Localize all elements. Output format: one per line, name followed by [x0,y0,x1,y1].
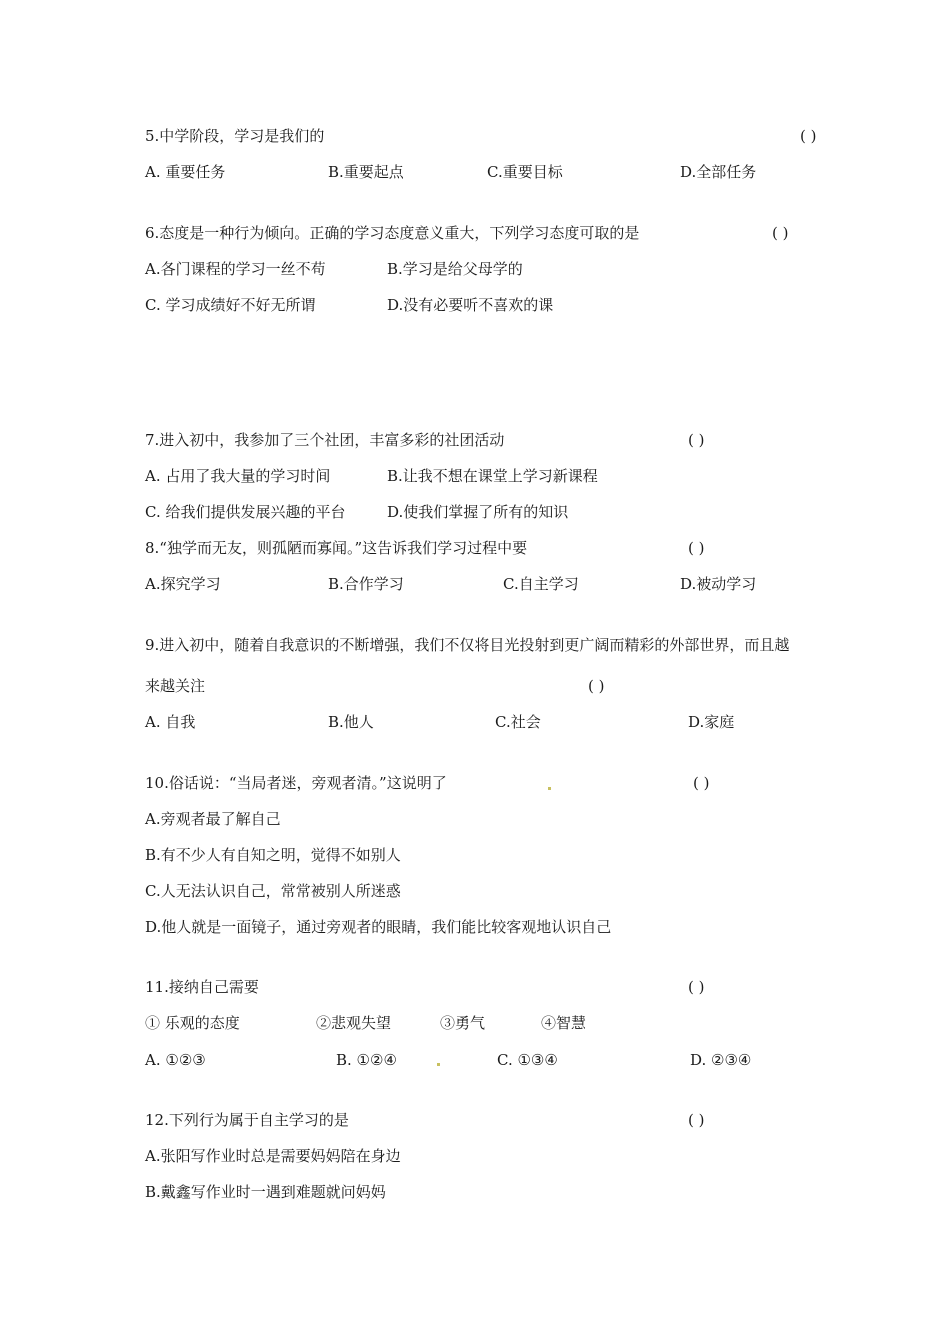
question-11-option-d: D. ②③④ [690,1051,752,1069]
question-5-option-c: C.重要目标 [487,163,563,181]
question-12-option-b: B.戴鑫写作业时一遇到难题就问妈妈 [145,1183,386,1201]
stray-mark [437,1063,440,1066]
question-5-bracket: ( ) [800,127,817,145]
question-9-option-d: D.家庭 [688,713,735,731]
question-11-option-b: B. ①②④ [336,1051,397,1069]
question-9-bracket: ( ) [588,677,605,695]
stray-mark [548,787,551,790]
question-10-bracket: ( ) [693,774,710,792]
question-11-bracket: ( ) [688,978,705,996]
question-10-option-b: B.有不少人有自知之明，觉得不如别人 [145,846,401,864]
question-7-option-d: D.使我们掌握了所有的知识 [387,503,569,521]
question-7-stem: 7.进入初中，我参加了三个社团，丰富多彩的社团活动 [145,431,505,449]
question-11-item-4: ④智慧 [541,1014,587,1032]
question-5-stem: 5.中学阶段，学习是我们的 [145,127,325,145]
question-10-option-c: C.人无法认识自己，常常被别人所迷惑 [145,882,401,900]
question-8-option-b: B.合作学习 [328,575,404,593]
question-6-option-b: B.学习是给父母学的 [387,260,523,278]
question-8-option-c: C.自主学习 [503,575,579,593]
question-11-stem: 11.接纳自己需要 [145,978,259,996]
question-7-option-b: B.让我不想在课堂上学习新课程 [387,467,598,485]
question-10-stem: 10.俗话说：“当局者迷，旁观者清。”这说明了 [145,774,447,792]
question-9-stem-continued: 来越关注 [145,677,206,695]
question-9-option-b: B.他人 [328,713,374,731]
question-12-stem: 12.下列行为属于自主学习的是 [145,1111,349,1129]
question-9-option-c: C.社会 [495,713,541,731]
question-11-option-a: A. ①②③ [145,1051,206,1069]
question-9-option-a: A. 自我 [145,713,196,731]
question-7-option-c: C. 给我们提供发展兴趣的平台 [145,503,346,521]
question-6-stem: 6.态度是一种行为倾向。正确的学习态度意义重大，下列学习态度可取的是 [145,224,640,242]
question-11-item-2: ②悲观失望 [316,1014,392,1032]
question-11-option-c: C. ①③④ [497,1051,558,1069]
question-5-option-b: B.重要起点 [328,163,404,181]
question-7-bracket: ( ) [688,431,705,449]
question-6-bracket: ( ) [772,224,789,242]
question-11-item-3: ③勇气 [440,1014,486,1032]
question-5-option-a: A. 重要任务 [145,163,226,181]
question-7-option-a: A. 占用了我大量的学习时间 [145,467,331,485]
question-12-option-a: A.张阳写作业时总是需要妈妈陪在身边 [145,1147,401,1165]
question-6-option-a: A.各门课程的学习一丝不苟 [145,260,326,278]
question-10-option-d: D.他人就是一面镜子，通过旁观者的眼睛，我们能比较客观地认识自己 [145,918,612,936]
question-8-option-d: D.被动学习 [680,575,757,593]
question-8-option-a: A.探究学习 [145,575,221,593]
question-12-bracket: ( ) [688,1111,705,1129]
question-5-option-d: D.全部任务 [680,163,757,181]
question-8-stem: 8.“独学而无友，则孤陋而寡闻。”这告诉我们学习过程中要 [145,539,528,557]
question-11-item-1: ① 乐观的态度 [145,1014,240,1032]
question-6-option-c: C. 学习成绩好不好无所谓 [145,296,316,314]
question-10-option-a: A.旁观者最了解自己 [145,810,281,828]
question-8-bracket: ( ) [688,539,705,557]
question-9-stem: 9.进入初中，随着自我意识的不断增强，我们不仅将目光投射到更广阔而精彩的外部世界，而且越 [145,636,790,654]
question-6-option-d: D.没有必要听不喜欢的课 [387,296,554,314]
